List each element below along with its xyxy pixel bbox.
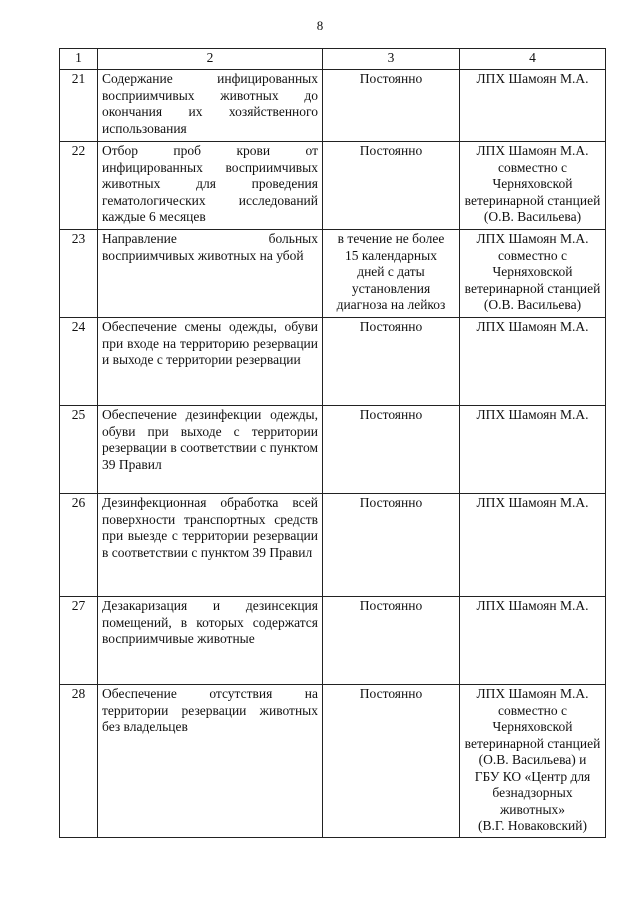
- responsible-line: ЛПХ Шамоян М.А.: [476, 319, 589, 334]
- header-cell: 3: [323, 49, 460, 70]
- measure-description: Обеспечение дезинфекции одежды, обуви при выходе с территории резервации в соответствии с пунктом 39 Правил: [98, 406, 323, 494]
- table-row: [60, 494, 606, 597]
- table-row: [60, 70, 606, 142]
- responsible-line: совместно с: [498, 247, 567, 263]
- term-line: Постоянно: [359, 407, 423, 422]
- responsible-line: Черняховской: [492, 264, 573, 279]
- responsible-party: [460, 494, 606, 597]
- header-cell: 1: [60, 49, 98, 70]
- responsible-party: [460, 406, 606, 494]
- measure-term: [323, 142, 460, 230]
- measure-term: [323, 406, 460, 494]
- term-line: диагноза на лейкоз: [336, 297, 446, 312]
- measure-description: Отбор проб крови от инфицированных восприимчивых животных для проведения гематологических исследований каждые 6 месяцев: [98, 142, 323, 230]
- responsible-line: (О.В. Васильева) и: [478, 752, 587, 767]
- header-cell: 2: [98, 49, 323, 70]
- responsible-line: ЛПХ Шамоян М.А.: [476, 231, 589, 246]
- table-row: [60, 318, 606, 406]
- responsible-line: ГБУ КО «Центр для: [474, 768, 591, 784]
- row-number: 22: [60, 142, 98, 230]
- measure-description: Содержание инфицированных восприимчивых животных до окончания их хозяйственного использования: [98, 70, 323, 142]
- row-number: 23: [60, 230, 98, 318]
- measure-term: [323, 494, 460, 597]
- measures-table: [59, 48, 606, 838]
- responsible-party: [460, 318, 606, 406]
- table-row: [60, 230, 606, 318]
- header-row: [60, 49, 606, 70]
- page-number: 8: [316, 18, 324, 33]
- row-number: 27: [60, 597, 98, 685]
- term-line: 15 календарных: [345, 247, 437, 263]
- responsible-party: [460, 230, 606, 318]
- table-row: [60, 406, 606, 494]
- responsible-line: ЛПХ Шамоян М.А.: [476, 143, 589, 158]
- measure-term: [323, 70, 460, 142]
- measure-term: [323, 230, 460, 318]
- responsible-line: совместно с: [498, 159, 567, 175]
- row-number: 25: [60, 406, 98, 494]
- responsible-line: ЛПХ Шамоян М.А.: [476, 686, 589, 701]
- term-line: Постоянно: [359, 319, 423, 334]
- measure-description: Дезакаризация и дезинсекция помещений, в которых содержатся восприимчивые животные: [98, 597, 323, 685]
- measure-description: Обеспечение смены одежды, обуви при входе на территорию резервации и выходе с территории резервации: [98, 318, 323, 406]
- responsible-line: ЛПХ Шамоян М.А.: [476, 495, 589, 510]
- responsible-party: [460, 685, 606, 838]
- measure-term: [323, 685, 460, 838]
- responsible-line: ветеринарной станцией: [464, 280, 601, 296]
- table-row: [60, 142, 606, 230]
- term-line: Постоянно: [359, 598, 423, 613]
- row-number: 28: [60, 685, 98, 838]
- term-line: Постоянно: [359, 143, 423, 158]
- term-line: дней с даты: [357, 264, 425, 279]
- measure-description: Направление больных восприимчивых животных на убой: [98, 230, 323, 318]
- responsible-line: (В.Г. Новаковский): [477, 818, 587, 833]
- row-number: 24: [60, 318, 98, 406]
- table-row: [60, 597, 606, 685]
- responsible-line: (О.В. Васильева): [483, 209, 582, 224]
- header-cell: 4: [460, 49, 606, 70]
- row-number: 26: [60, 494, 98, 597]
- term-line: установления: [351, 280, 431, 296]
- responsible-line: ЛПХ Шамоян М.А.: [476, 407, 589, 422]
- responsible-line: ЛПХ Шамоян М.А.: [476, 598, 589, 613]
- responsible-line: животных»: [499, 801, 566, 817]
- row-number: 21: [60, 70, 98, 142]
- responsible-line: ЛПХ Шамоян М.А.: [476, 71, 589, 86]
- responsible-line: (О.В. Васильева): [483, 297, 582, 312]
- term-line: Постоянно: [359, 495, 423, 510]
- measure-term: [323, 597, 460, 685]
- term-line: Постоянно: [359, 686, 423, 701]
- responsible-party: [460, 597, 606, 685]
- responsible-line: Черняховской: [492, 719, 573, 734]
- responsible-line: ветеринарной станцией: [464, 735, 601, 751]
- responsible-line: Черняховской: [492, 176, 573, 191]
- measure-description: Дезинфекционная обработка всей поверхности транспортных средств при выезде с территории резервации в соответствии с пунктом 39 Правил: [98, 494, 323, 597]
- measure-term: [323, 318, 460, 406]
- responsible-line: безнадзорных: [492, 785, 573, 800]
- responsible-party: [460, 142, 606, 230]
- responsible-line: ветеринарной станцией: [464, 192, 601, 208]
- measure-description: Обеспечение отсутствия на территории резервации животных без владельцев: [98, 685, 323, 838]
- table-row: [60, 685, 606, 838]
- term-line: Постоянно: [359, 71, 423, 86]
- responsible-line: совместно с: [498, 702, 567, 718]
- term-line: в течение не более: [337, 231, 445, 246]
- responsible-party: [460, 70, 606, 142]
